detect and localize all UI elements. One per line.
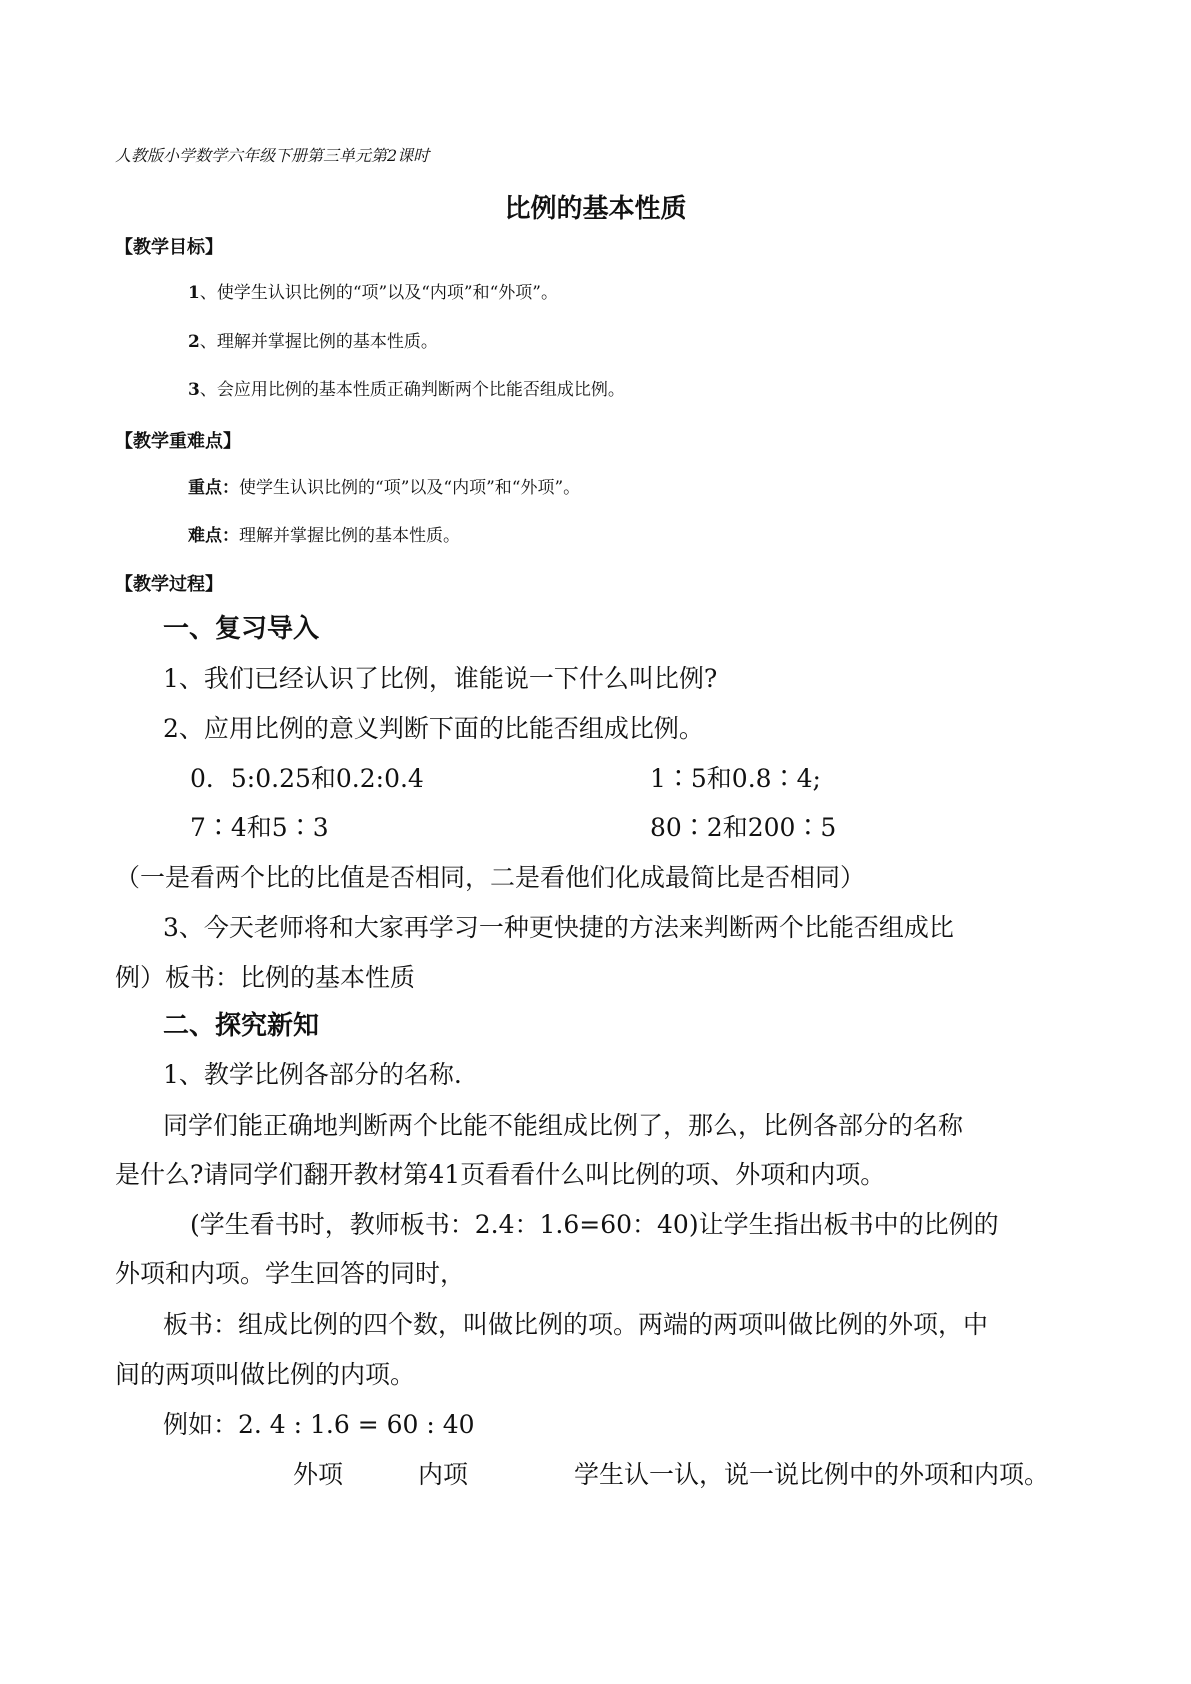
review-question-1: 1、我们已经认识了比例，谁能说一下什么叫比例?: [163, 664, 718, 693]
paragraph-2-line-1: (学生看书时，教师板书：2.4：1.6=60：40)让学生指出板书中的比例的: [190, 1210, 999, 1239]
header-note: 人教版小学数学六年级下册第三单元第2课时: [115, 146, 430, 165]
paragraph-1-line-2: 是什么?请同学们翻开教材第41页看看什么叫比例的项、外项和内项。: [115, 1160, 886, 1189]
paragraph-3-line-2: 间的两项叫做比例的内项。: [115, 1360, 416, 1389]
ratio-pair-4: 80∶2和200∶5: [650, 813, 837, 842]
objective-text: 、会应用比例的基本性质正确判断两个比能否组成比例。: [199, 380, 625, 400]
objectives-heading: 【教学目标】: [115, 237, 223, 258]
objective-number: 3: [188, 380, 200, 400]
paragraph-3-line-1: 板书：组成比例的四个数，叫做比例的项。两端的两项叫做比例的外项，中: [163, 1310, 989, 1339]
difficulty-text: 理解并掌握比例的基本性质。: [239, 526, 460, 546]
label-inner-terms: 内项: [418, 1460, 469, 1489]
section-2-title: 二、探究新知: [163, 1011, 320, 1041]
ratio-pair-2: 1∶5和0.8∶4;: [650, 764, 821, 793]
paragraph-1-line-1: 同学们能正确地判断两个比能不能组成比例了，那么，比例各部分的名称: [163, 1111, 964, 1140]
student-instruction: 学生认一认，说一说比例中的外项和内项。: [574, 1460, 1050, 1489]
objective-item-3: [188, 375, 625, 400]
objective-number: 2: [188, 332, 200, 352]
objective-text: 、理解并掌握比例的基本性质。: [199, 332, 438, 352]
review-question-3-line-1: 3、今天老师将和大家再学习一种更快捷的方法来判断两个比能否组成比: [163, 913, 954, 942]
focus-line: [188, 473, 580, 498]
objective-item-1: [188, 278, 558, 303]
ratio-pair-1: 0．5:0.25和0.2:0.4: [190, 764, 424, 793]
section-1-title: 一、复习导入: [163, 614, 320, 644]
example-proportion: 例如：2. 4 : 1.6 = 60 : 40: [163, 1410, 475, 1439]
page-title: 比例的基本性质: [504, 194, 687, 224]
focus-label: 重点：: [188, 478, 239, 498]
key-points-heading: 【教学重难点】: [115, 431, 241, 452]
process-heading: 【教学过程】: [115, 574, 223, 595]
objective-item-2: [188, 327, 438, 352]
label-outer-terms: 外项: [293, 1460, 344, 1489]
objective-text: 、使学生认识比例的“项”以及“内项”和“外项”。: [199, 283, 558, 303]
review-question-3-line-2: 例）板书：比例的基本性质: [115, 963, 416, 992]
review-question-2: 2、应用比例的意义判断下面的比能否组成比例。: [163, 714, 704, 743]
focus-text: 使学生认识比例的“项”以及“内项”和“外项”。: [239, 478, 581, 498]
objective-number: 1: [188, 283, 200, 303]
ratio-pair-3: 7∶4和5∶3: [190, 813, 329, 842]
review-note: （一是看两个比的比值是否相同，二是看他们化成最简比是否相同）: [115, 863, 866, 892]
difficulty-label: 难点：: [188, 526, 239, 546]
difficulty-line: [188, 521, 460, 546]
paragraph-2-line-2: 外项和内项。学生回答的同时，: [115, 1259, 466, 1288]
subsection-1-title: 1、教学比例各部分的名称.: [163, 1060, 462, 1089]
